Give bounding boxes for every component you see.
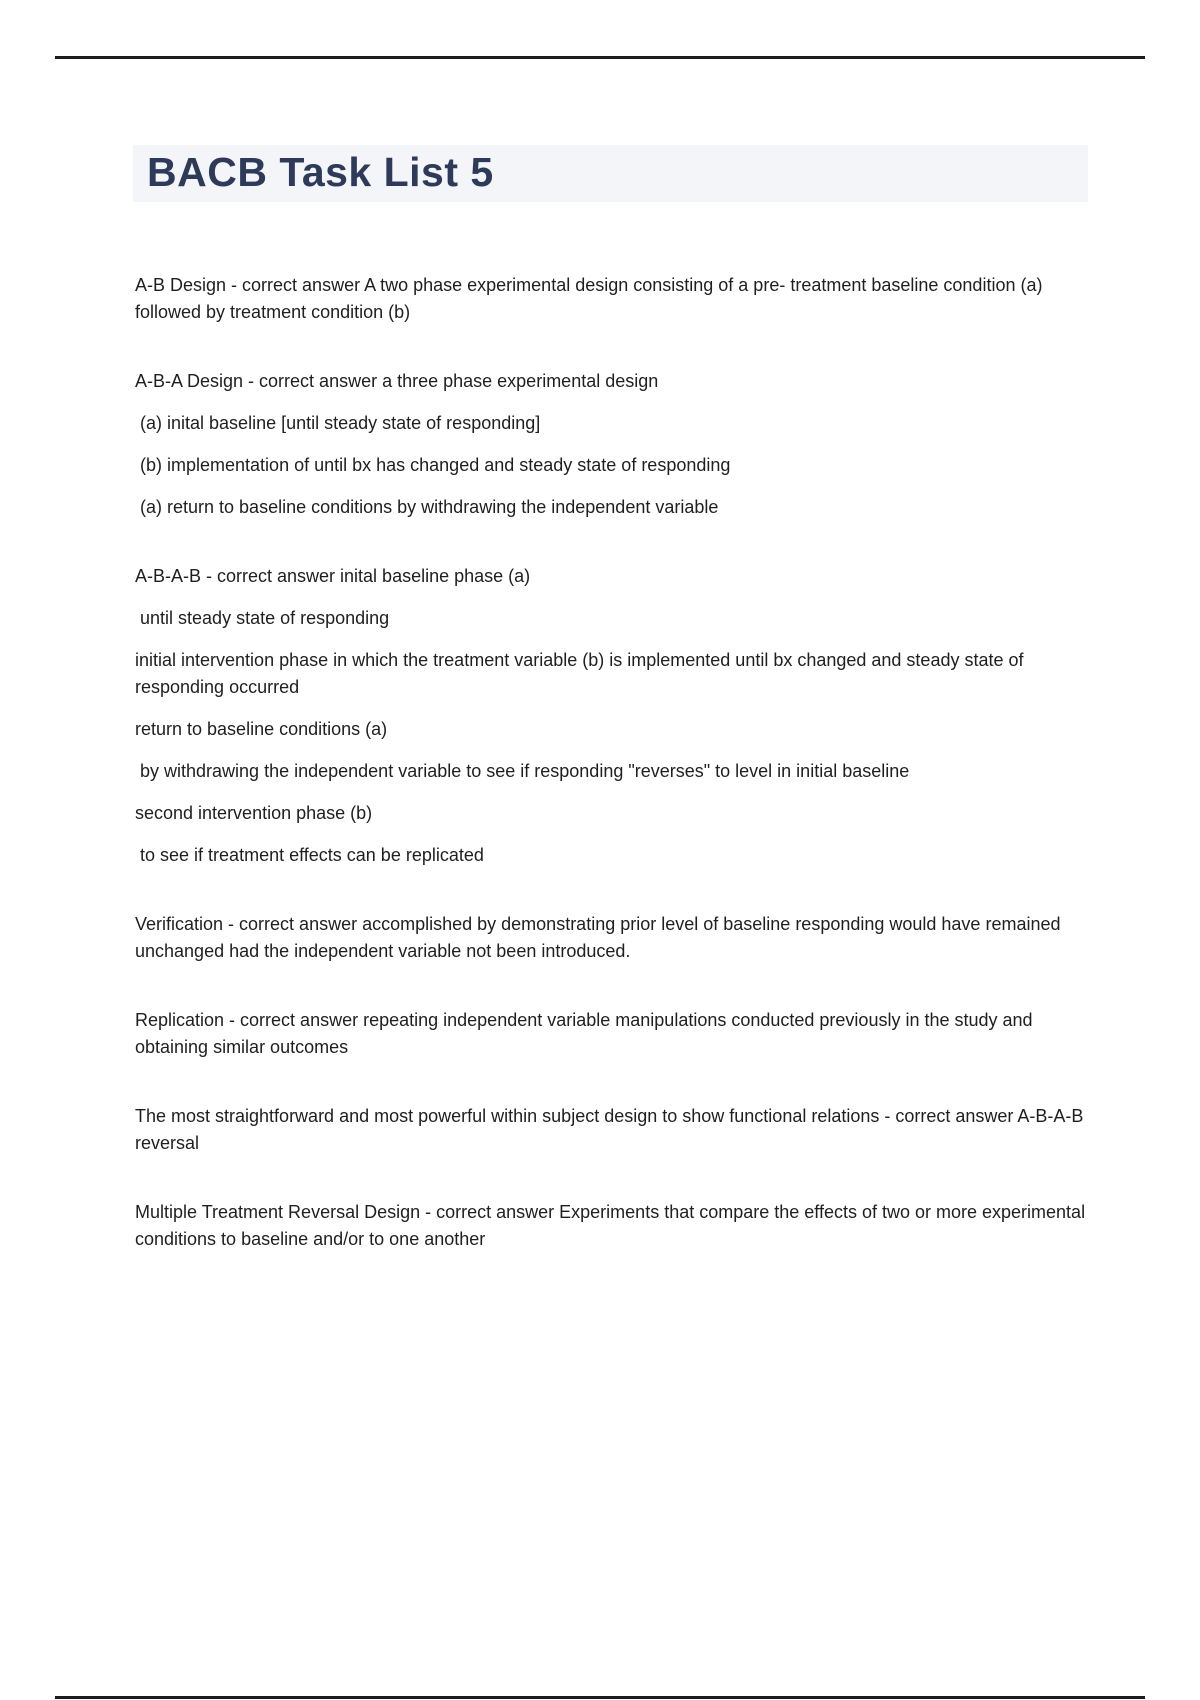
paragraph: A-B-A-B - correct answer inital baseline phase (a) [135, 566, 531, 586]
paragraph: Verification - correct answer accomplished by demonstrating prior level of baseline responding would have remained unchanged had the independent variable not been introduced. [135, 914, 1066, 961]
paragraph: (a) return to baseline conditions by withdrawing the independent variable [135, 497, 719, 517]
qa-block [135, 1199, 1095, 1253]
paragraph: The most straightforward and most powerful within subject design to show functional relations - correct answer A-B-A-B reversal [135, 1106, 1089, 1153]
qa-block [135, 368, 1095, 521]
paragraph: Replication - correct answer repeating independent variable manipulations conducted previously in the study and obtaining similar outcomes [135, 1010, 1038, 1057]
qa-block [135, 563, 1095, 869]
top-rule [55, 56, 1145, 59]
paragraph: A-B-A Design - correct answer a three phase experimental design [135, 371, 659, 391]
paragraph: return to baseline conditions (a) [135, 719, 388, 739]
qa-block [135, 1103, 1095, 1157]
paragraph: (a) inital baseline [until steady state of responding] [135, 413, 541, 433]
paragraph: by withdrawing the independent variable to see if responding "reverses" to level in initial baseline [135, 761, 910, 781]
paragraph: initial intervention phase in which the treatment variable (b) is implemented until bx changed and steady state of responding occurred [135, 650, 1029, 697]
paragraph: second intervention phase (b) [135, 803, 373, 823]
title-band [133, 145, 1088, 202]
bottom-rule [55, 1696, 1145, 1699]
paragraph: until steady state of responding [135, 608, 390, 628]
page-title: BACB Task List 5 [147, 149, 494, 195]
qa-block [135, 911, 1095, 965]
paragraph: Multiple Treatment Reversal Design - correct answer Experiments that compare the effects of two or more experimental conditions to baseline and/or to one another [135, 1202, 1091, 1249]
paragraph: (b) implementation of until bx has changed and steady state of responding [135, 455, 731, 475]
paragraph: to see if treatment effects can be replicated [135, 845, 484, 865]
qa-block [135, 1007, 1095, 1061]
paragraph: A-B Design - correct answer A two phase experimental design consisting of a pre- treatment baseline condition (a) followed by treatment condition (b) [135, 275, 1048, 322]
qa-block [135, 272, 1095, 326]
document-body [135, 272, 1095, 1295]
